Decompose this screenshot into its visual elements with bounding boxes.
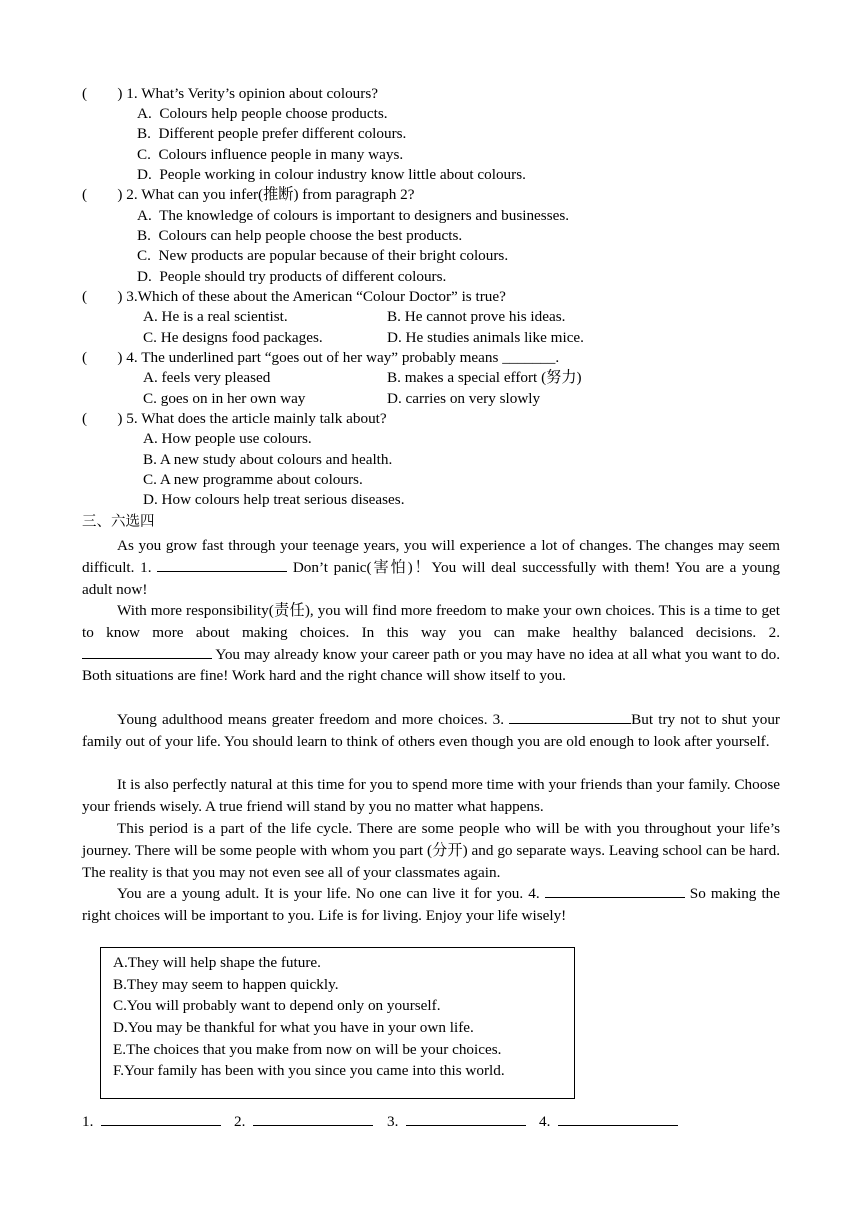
question-2-option-b: B. Colours can help people choose the best products.	[137, 227, 463, 244]
answer-2-blank[interactable]	[253, 1111, 373, 1126]
question-2-stem: ( ) 2. What can you infer(推断) from paragraph 2?	[82, 186, 415, 203]
question-1-stem: ( ) 1. What’s Verity’s opinion about colours?	[82, 85, 378, 102]
section-title: 三、六选四	[82, 514, 155, 530]
passage-paragraph-6-part-a: You are a young adult. It is your life. No one can live it for you. 4.	[117, 885, 540, 902]
question-5-option-a: A. How people use colours.	[143, 430, 312, 447]
question-3-option-b: B. He cannot prove his ideas.	[387, 308, 566, 325]
answer-4-blank[interactable]	[558, 1111, 678, 1126]
answer-4	[539, 1111, 678, 1131]
question-4-option-a: A. feels very pleased	[143, 369, 271, 386]
question-3-option-c: C. He designs food packages.	[143, 329, 323, 346]
choice-a: A.They will help shape the future.	[113, 954, 321, 971]
passage-paragraph-5-text: This period is a part of the life cycle. There are some people who will be with you throughout your life’s journey. There will be some people with whom you part (分开) and go separate ways. Leaving school can be hard. The reality is that you may not even see all of your classmates again.	[82, 820, 780, 881]
answer-3-blank[interactable]	[406, 1111, 526, 1126]
question-1-option-d: D. People working in colour industry know little about colours.	[137, 166, 526, 183]
blank-2[interactable]	[82, 644, 212, 659]
question-4-stem: ( ) 4. The underlined part “goes out of her way” probably means _______.	[82, 349, 560, 366]
question-3-option-d: D. He studies animals like mice.	[387, 329, 584, 346]
passage-paragraph-4-text: It is also perfectly natural at this time for you to spend more time with your friends than your family. Choose your friends wisely. A true friend will stand by you no matter what happens.	[82, 776, 780, 815]
blank-4[interactable]	[545, 883, 685, 898]
passage-paragraph-6-part-b: So making the right choices will be important to you. Life is for living. Enjoy your life wisely!	[82, 885, 781, 924]
question-4-option-c: C. goes on in her own way	[143, 390, 306, 407]
choices-box	[100, 947, 575, 1099]
passage-paragraph-1-part-a: As you grow fast through your teenage years, you will experience a lot of changes. The changes may seem difficult. 1.	[82, 537, 780, 576]
question-2-option-d: D. People should try products of different colours.	[137, 268, 447, 285]
choice-f: F.Your family has been with you since you came into this world.	[113, 1062, 505, 1079]
passage-paragraph-3-part-b: But try not to shut your family out of your life. You should learn to think of others even though you are old enough to look after yourself.	[82, 711, 780, 750]
blank-1[interactable]	[157, 557, 287, 572]
answer-1-blank[interactable]	[101, 1111, 221, 1126]
passage-paragraph-3	[82, 709, 780, 753]
passage-paragraph-2	[82, 600, 780, 687]
choice-b: B.They may seem to happen quickly.	[113, 976, 339, 993]
passage-paragraph-1-part-b: Don’t panic(害怕)！You will deal successfully with them! You are a young adult now!	[82, 558, 781, 598]
question-4-option-b: B. makes a special effort (努力)	[387, 369, 582, 386]
choice-d: D.You may be thankful for what you have in your own life.	[113, 1019, 474, 1036]
passage-paragraph-1	[82, 535, 780, 600]
question-5-option-d: D. How colours help treat serious diseases.	[143, 491, 405, 508]
answer-1-label: 1.	[82, 1113, 94, 1130]
question-5-option-c: C. A new programme about colours.	[143, 471, 363, 488]
answer-3-label: 3.	[387, 1113, 399, 1130]
question-4-option-d: D. carries on very slowly	[387, 390, 541, 407]
answer-1	[82, 1111, 221, 1131]
question-3-stem: ( ) 3.Which of these about the American “Colour Doctor” is true?	[82, 288, 506, 305]
answer-2	[234, 1111, 373, 1131]
passage-paragraph-3-part-a: Young adulthood means greater freedom and more choices. 3.	[117, 711, 505, 728]
question-1-option-c: C. Colours influence people in many ways.	[137, 146, 404, 163]
passage-paragraph-5	[82, 818, 780, 883]
question-5-option-b: B. A new study about colours and health.	[143, 451, 393, 468]
choice-c: C.You will probably want to depend only on yourself.	[113, 997, 441, 1014]
question-2-option-a: A. The knowledge of colours is important to designers and businesses.	[137, 207, 570, 224]
passage-paragraph-6	[82, 883, 780, 927]
answer-2-label: 2.	[234, 1113, 246, 1130]
question-1-option-b: B. Different people prefer different colours.	[137, 125, 407, 142]
question-1-option-a: A. Colours help people choose products.	[137, 105, 388, 122]
question-5-stem: ( ) 5. What does the article mainly talk about?	[82, 410, 387, 427]
answer-3	[387, 1111, 526, 1131]
answer-4-label: 4.	[539, 1113, 551, 1130]
passage-paragraph-4	[82, 774, 780, 818]
question-2-option-c: C. New products are popular because of their bright colours.	[137, 247, 509, 264]
choice-e: E.The choices that you make from now on will be your choices.	[113, 1041, 502, 1058]
passage-paragraph-2-part-b: You may already know your career path or you may have no idea at all what you want to do. Both situations are fine! Work hard and the right chance will show itself to you.	[82, 645, 780, 685]
blank-3[interactable]	[509, 709, 631, 724]
passage-paragraph-2-part-a: With more responsibility(责任), you will find more freedom to make your own choices. This is a time to get to know more about making choices. In this way you can make healthy balanced decisions. 2.	[82, 602, 780, 641]
question-3-option-a: A. He is a real scientist.	[143, 308, 288, 325]
